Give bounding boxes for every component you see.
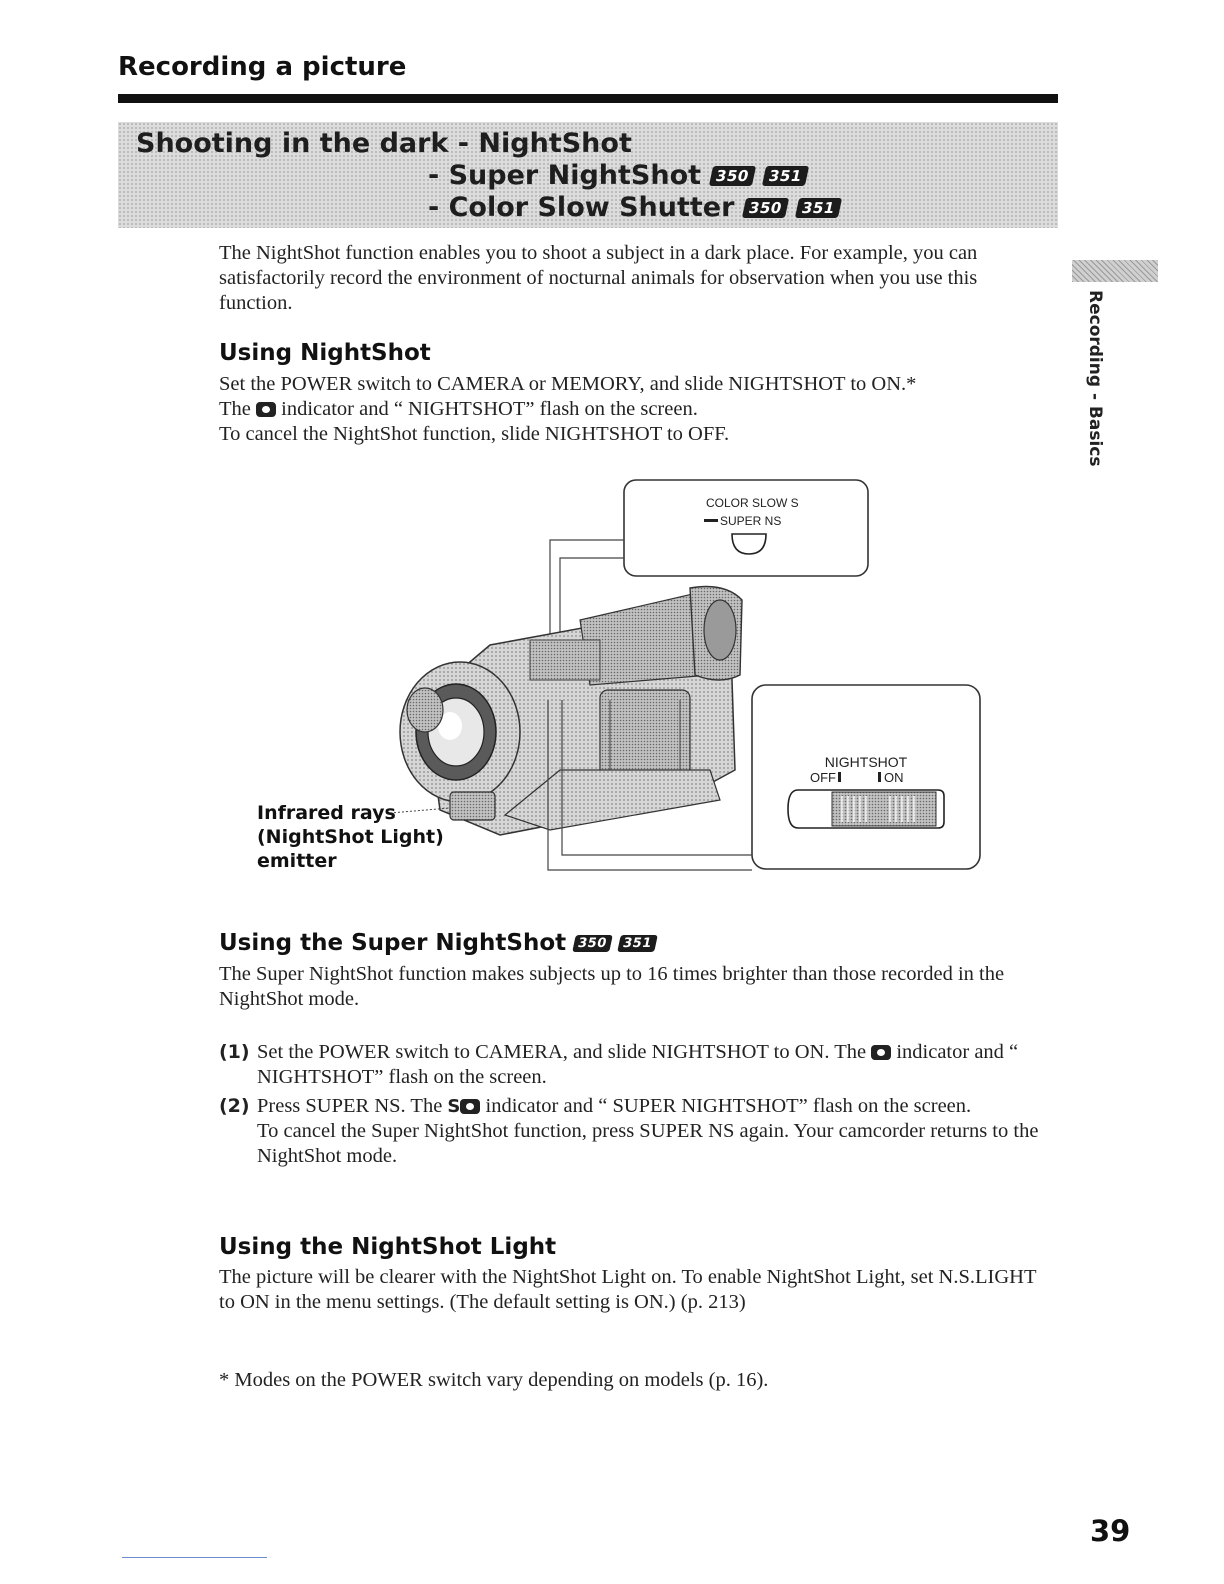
using-nightshot-heading <box>219 340 431 366</box>
nightshot-indicator-icon <box>871 1045 891 1060</box>
header-rule <box>118 94 1058 103</box>
super-nightshot-heading <box>219 930 655 956</box>
banner-title-text-2: - Super NightShot <box>428 160 702 191</box>
nightshot-switch-title: NIGHTSHOT <box>824 754 908 770</box>
step-number-1: (1) <box>219 1041 250 1063</box>
step-number-2: (2) <box>219 1095 250 1117</box>
title-banner <box>118 122 1058 228</box>
super-ns-button-shape <box>732 534 766 554</box>
infrared-emitter <box>450 792 495 820</box>
lens-cap <box>407 688 443 732</box>
nightshot-light-body: The picture will be clearer with the NightShot Light on. To enable NightShot Light, set N.S.LIGHT to ON in the menu settings. (The default setting is ON.) (p. 213) <box>219 1266 1037 1313</box>
super-ns-label: SUPER NS <box>720 514 782 528</box>
nightshot-cancel-line: To cancel the NightShot function, slide NIGHTSHOT to OFF. <box>219 423 730 445</box>
model-350-badge: 350 <box>709 166 756 186</box>
emitter-callout-label <box>257 801 444 873</box>
side-tab-marker <box>1072 260 1158 282</box>
step-1-text-pre: Set the POWER switch to CAMERA, and slide NIGHTSHOT to ON. The <box>257 1041 867 1063</box>
intro-paragraph: The NightShot function enables you to shoot a subject in a dark place. For example, you can satisfactorily record the environment of nocturnal animals for observation when you use this function. <box>219 242 978 314</box>
banner-title-line-1 <box>136 130 632 157</box>
nightshot-light-heading-text: Using the NightShot Light <box>219 1234 557 1260</box>
footer-rule <box>122 1557 267 1558</box>
banner-title-text-3: - Color Slow Shutter <box>428 192 735 223</box>
footnote: * Modes on the POWER switch vary depending on models (p. 16). <box>219 1369 769 1391</box>
super-nightshot-indicator-icon <box>460 1099 480 1114</box>
model-350-badge: 350 <box>572 935 612 952</box>
switch-on-label: ON <box>884 770 904 785</box>
lcd-panel <box>600 690 690 780</box>
section-title: Recording a picture <box>118 52 407 82</box>
viewfinder-eyepiece <box>704 600 736 660</box>
switch-callout-box <box>752 685 980 869</box>
step-2-text-pre: Press SUPER NS. The <box>257 1095 443 1117</box>
side-tab-label: Recording - Basics <box>1085 290 1105 467</box>
model-351-badge: 351 <box>795 198 842 218</box>
nightshot-indicator-icon <box>256 402 276 417</box>
using-nightshot-heading-text: Using NightShot <box>219 340 431 366</box>
control-panel <box>530 640 600 680</box>
banner-title-line-2 <box>428 162 807 189</box>
color-slow-s-label: COLOR SLOW S <box>706 496 799 510</box>
using-nightshot-body <box>219 372 1054 447</box>
page-number: 39 <box>1090 1514 1131 1548</box>
step-2-cancel-note: To cancel the Super NightShot function, press SUPER NS again. Your camcorder returns to the NightShot mode. <box>257 1120 1039 1167</box>
super-ns-dash-icon <box>704 519 718 522</box>
button-callout-box <box>624 480 868 576</box>
super-nightshot-steps <box>219 1040 1049 1169</box>
banner-title-line-3 <box>428 194 840 221</box>
nightshot-indicator-post: indicator and “ NIGHTSHOT” flash on the screen. <box>281 398 698 420</box>
step-1-text-post: indicator and “ NIGHTSHOT” flash on the screen. <box>257 1041 1019 1088</box>
nightshot-instruction-line: Set the POWER switch to CAMERA or MEMORY, and slide NIGHTSHOT to ON.* <box>219 373 917 395</box>
super-nightshot-intro: The Super NightShot function makes subjects up to 16 times brighter than those recorded in the NightShot mode. <box>219 963 1005 1010</box>
step-item-2 <box>219 1094 1049 1169</box>
model-351-badge: 351 <box>762 166 809 186</box>
emitter-callout-line-3: emitter <box>257 850 337 872</box>
nightshot-indicator-pre: The <box>219 398 251 420</box>
model-351-badge: 351 <box>617 935 657 952</box>
banner-title-text-1: Shooting in the dark - NightShot <box>136 128 632 159</box>
step-2-text-post: indicator and “ SUPER NIGHTSHOT” flash on the screen. <box>485 1095 972 1117</box>
emitter-callout-line-2: (NightShot Light) <box>257 826 444 848</box>
nightshot-indicator-line <box>219 397 1054 422</box>
model-350-badge: 350 <box>742 198 789 218</box>
super-nightshot-heading-text: Using the Super NightShot <box>219 930 567 956</box>
emitter-callout-line-1: Infrared rays <box>257 802 396 824</box>
nightshot-light-heading <box>219 1234 556 1260</box>
switch-off-label: OFF <box>810 770 836 785</box>
super-nightshot-s-letter: S <box>447 1096 461 1117</box>
step-item-1 <box>219 1040 1049 1090</box>
